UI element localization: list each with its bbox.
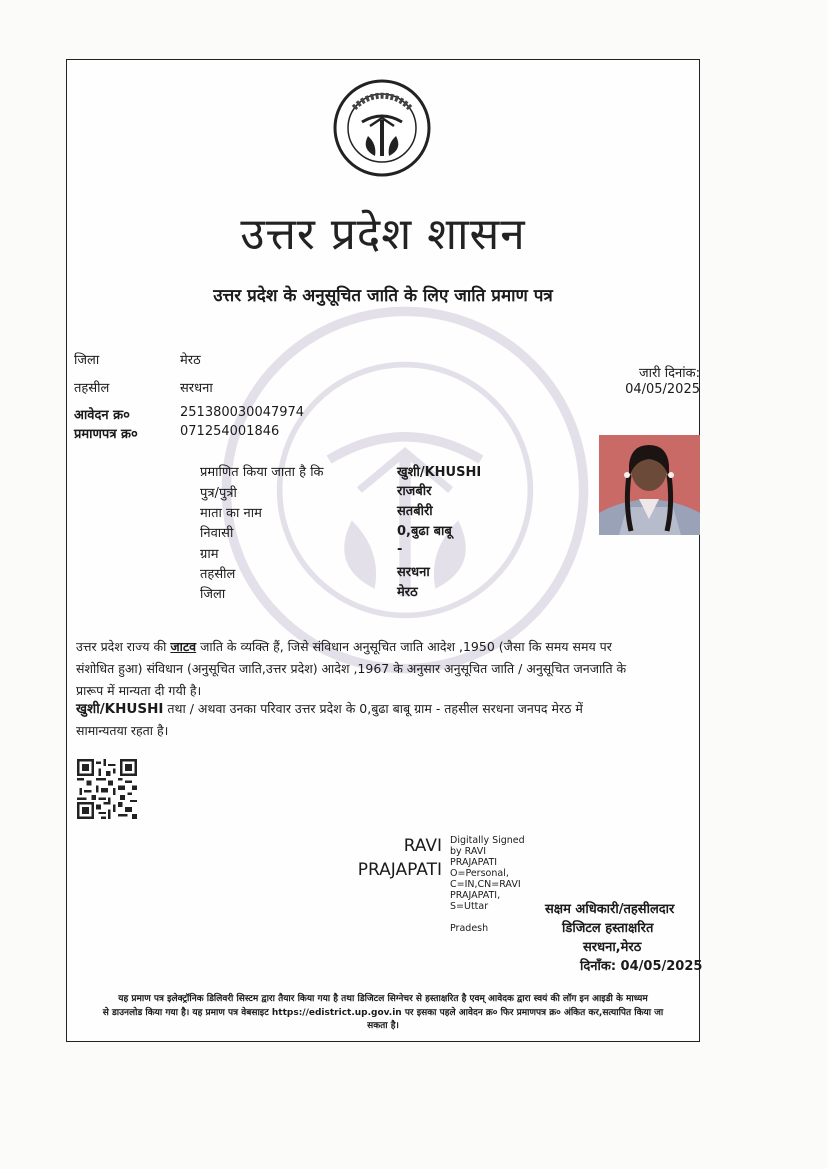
detail-value-district: मेरठ [397, 585, 418, 600]
sig-detail-line: Pradesh [450, 923, 489, 934]
detail-value-tehsil: सरधना [397, 565, 430, 580]
sig-detail-line [450, 912, 525, 923]
sig-detail-line: Digitally Signed [450, 835, 525, 846]
detail-value-name: खुशी/KHUSHI [397, 465, 482, 480]
signer-name-line2: PRAJAPATI [357, 860, 442, 880]
caste-paragraph [76, 636, 686, 702]
signature-details [450, 835, 525, 934]
applicant-photo [599, 435, 700, 535]
detail-label-mother: माता का नाम [200, 506, 262, 521]
officer-designation: सक्षम अधिकारी/तहसीलदार [545, 902, 675, 917]
certificate-subtitle: उत्तर प्रदेश के अनुसूचित जाति के लिए जाति प्रमाण पत्र [213, 286, 553, 306]
detail-value-mother: सतबीरी [397, 504, 433, 519]
detail-label-certified: प्रमाणित किया जाता है कि [200, 465, 324, 480]
issue-date-label: जारी दिनांक: [638, 366, 700, 381]
officer-signed: डिजिटल हस्ताक्षरित [562, 921, 654, 936]
detail-label-tehsil: तहसील [200, 567, 236, 582]
meta-value-tehsil: सरधना [180, 381, 213, 396]
meta-value-certificate-no: 071254001846 [180, 424, 280, 439]
detail-value-resident: 0,बुढा बाबू [397, 524, 452, 539]
sig-detail-line: PRAJAPATI, [450, 890, 501, 901]
qr-code-icon [77, 759, 137, 819]
caste-text-pre: उत्तर प्रदेश राज्य की [76, 639, 171, 654]
detail-label-district: जिला [200, 587, 226, 602]
signer-name-line1: RAVI [403, 836, 442, 856]
up-emblem-icon [332, 78, 432, 178]
detail-value-father: राजबीर [397, 484, 432, 499]
footer-line: सकता है। [367, 1021, 399, 1031]
sig-detail-line: PRAJAPATI [450, 857, 498, 868]
detail-label-village: ग्राम [200, 547, 219, 562]
caste-text-line3: प्रारूप में मान्यता दी गयी है। [76, 683, 202, 698]
meta-label-application-no: आवेदन क्र० [74, 408, 130, 423]
residence-text-line1: तथा / अथवा उनका परिवार उत्तर प्रदेश के 0,बुढा बाबू ग्राम - तहसील सरधना जनपद मेरठ में [163, 701, 583, 716]
footer-line: से डाउनलोड किया गया है। यह प्रमाण पत्र वेबसाइट https://edistrict.up.gov.in पर इसका पहले आवेदन क्र० फिर प्रमाणपत्र क्र० अंकित कर,सत्यापित किया जा [102, 1007, 664, 1018]
sig-detail-line: by RAVI [450, 846, 487, 857]
sig-detail-line: O=Personal, [450, 868, 509, 879]
caste-name: जाटव [170, 639, 197, 654]
meta-label-tehsil: तहसील [74, 381, 110, 396]
sig-detail-line: S=Uttar [450, 901, 489, 912]
sig-detail-line: C=IN,CN=RAVI [450, 879, 521, 890]
officer-date: दिनाँक: 04/05/2025 [580, 959, 703, 974]
residence-text-line2: सामान्यतया रहता है। [76, 723, 169, 738]
caste-text-line2: संशोधित हुआ) संविधान (अनुसूचित जाति,उत्तर प्रदेश) आदेश ,1967 के अनुसार अनुसूचित जाति / अनुसूचित जनजाति के [76, 661, 627, 676]
residence-paragraph [76, 698, 686, 742]
officer-place: सरधना,मेरठ [583, 940, 642, 955]
meta-label-district: जिला [74, 353, 100, 368]
detail-label-resident: निवासी [200, 526, 234, 541]
certificate-footer-note [78, 993, 688, 1034]
meta-label-certificate-no: प्रमाणपत्र क्र० [74, 427, 138, 442]
detail-value-village: - [397, 542, 403, 557]
issue-date-value: 04/05/2025 [625, 382, 700, 397]
caste-text-line1: जाति के व्यक्ति हैं, जिसे संविधान अनुसूचित जाति आदेश ,1950 (जैसा कि समय समय पर [196, 639, 612, 654]
meta-value-district: मेरठ [180, 353, 201, 368]
page-title: उत्तर प्रदेश शासन [240, 209, 526, 260]
detail-label-child-of: पुत्र/पुत्री [200, 486, 237, 501]
footer-line: यह प्रमाण पत्र इलेक्ट्रॉनिक डिलिवरी सिस्टम द्वारा तैयार किया गया है तथा डिजिटल सिग्नेचर से हस्ताक्षरित है एवम् आवेदक द्वारा स्वयं की लॉग इन आइडी के माध्यम [118, 994, 648, 1004]
residence-name: खुशी/KHUSHI [76, 701, 164, 717]
meta-value-application-no: 251380030047974 [180, 405, 305, 420]
